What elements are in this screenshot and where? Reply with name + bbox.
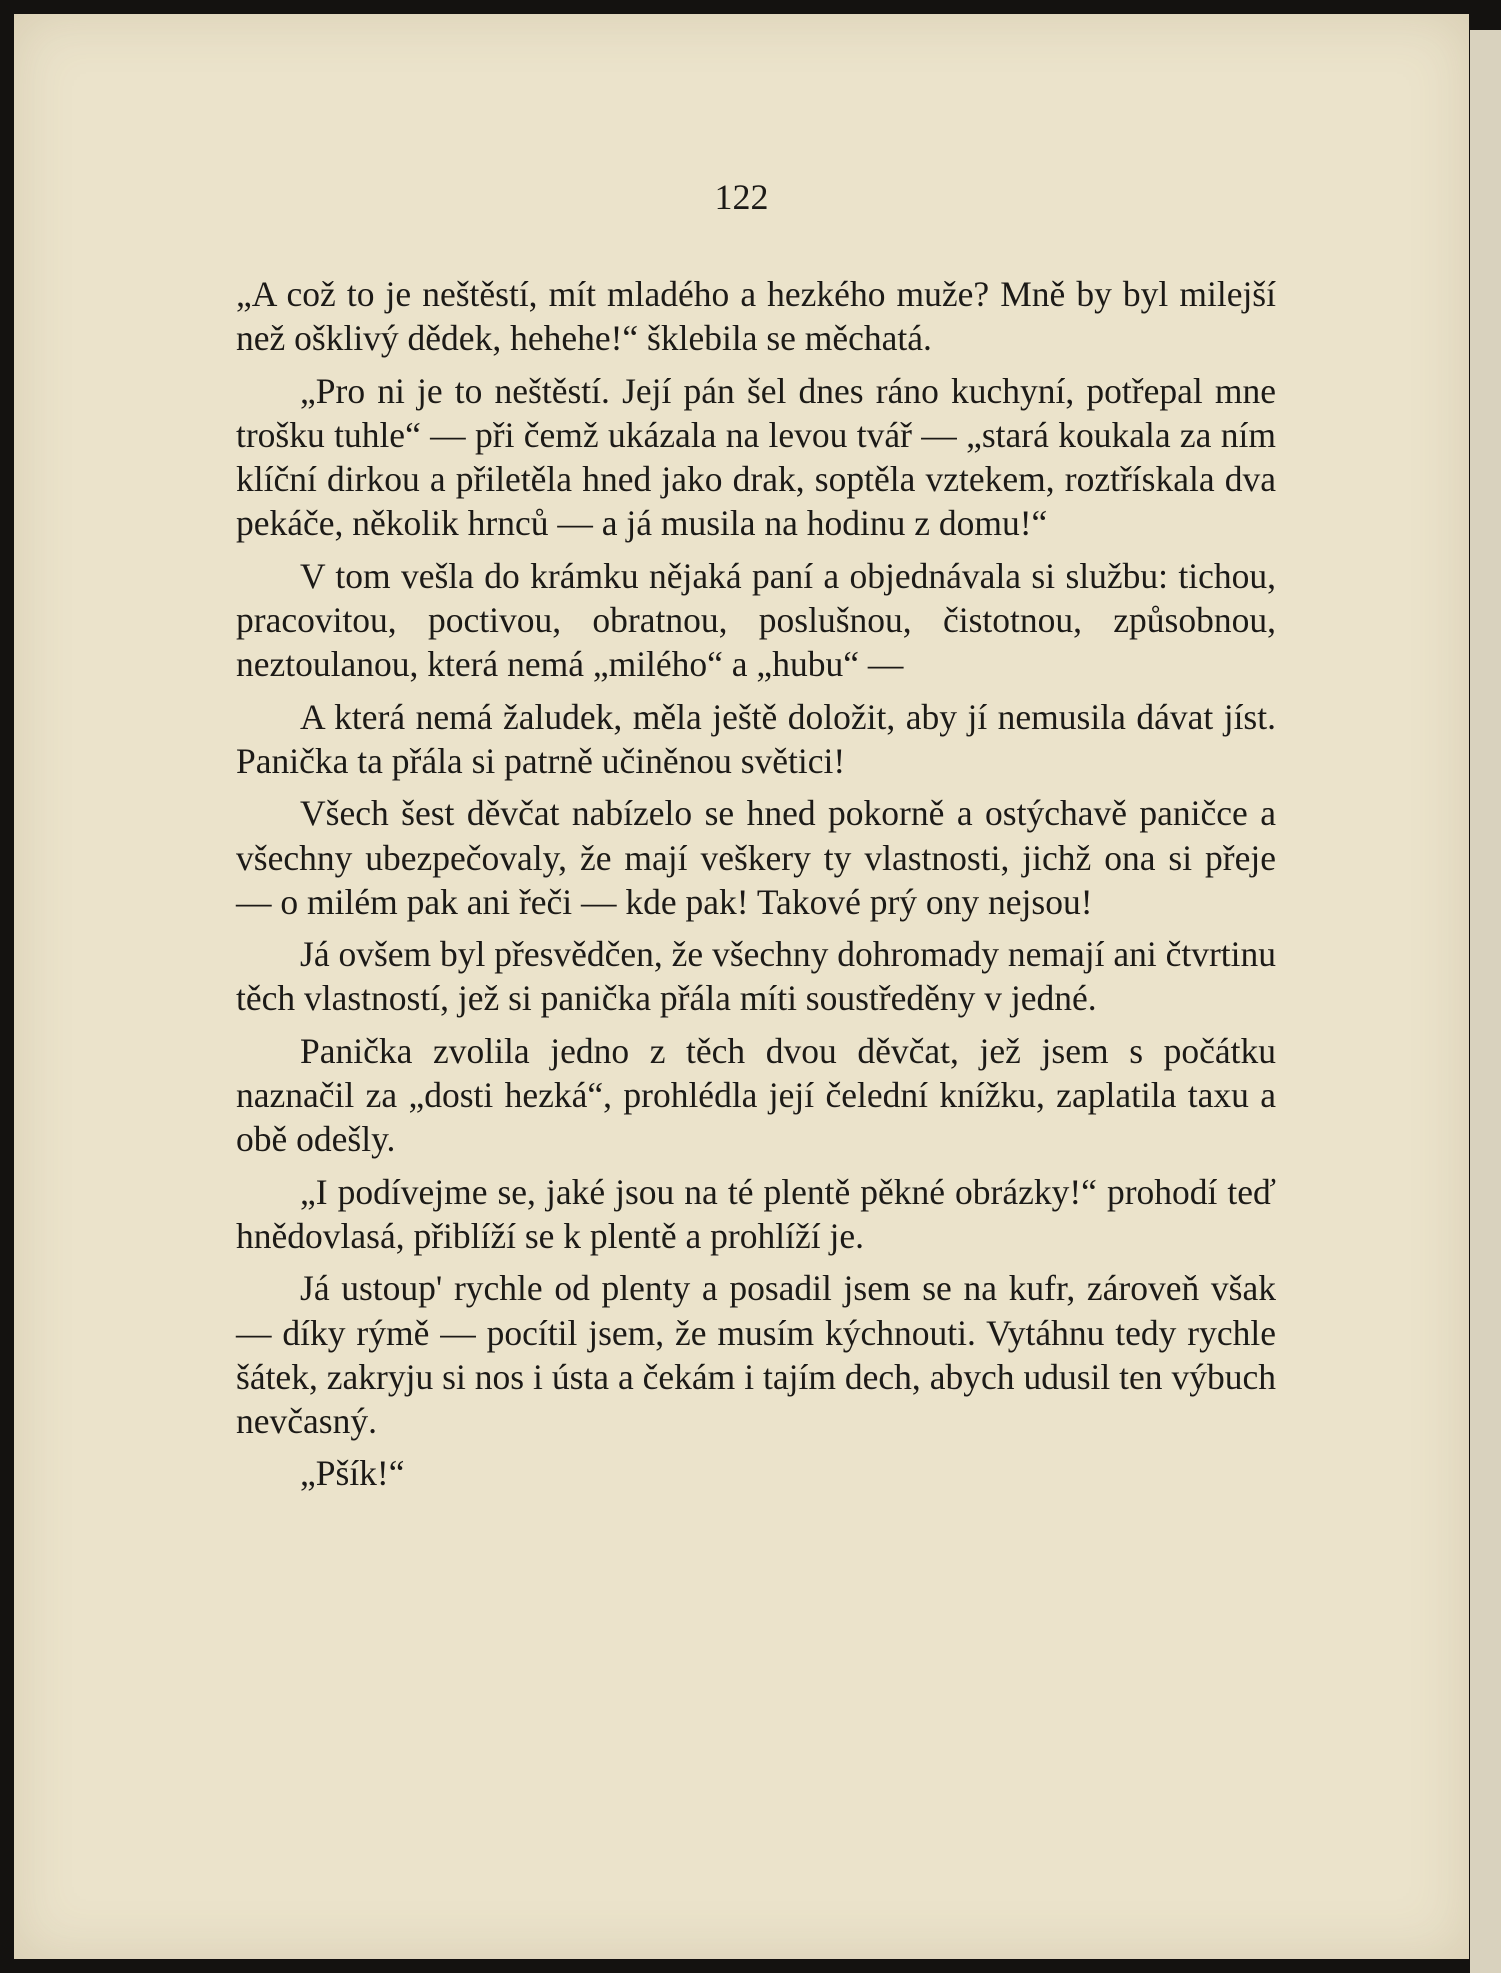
paragraph: A která nemá žaludek, měla ještě doložit, aby jí nemusila dávat jíst. Panička ta přála si patrně učiněnou světici! — [236, 696, 1276, 781]
paragraph: Panička zvolila jedno z těch dvou děvčat, jež jsem s počátku naznačil za „dosti hezká“, prohlédla její čelední knížku, zaplatila taxu a obě odešly. — [236, 1030, 1276, 1160]
paragraph: „I podívejme se, jaké jsou na té plentě pěkné obrázky!“ prohodí teď hnědovlasá, přiblíží se k plentě a prohlíží je. — [236, 1171, 1276, 1256]
paragraph: Všech šest děvčat nabízelo se hned pokorně a ostýchavě paničce a všechny ubezpečovaly, že mají veškery ty vlastnosti, jichž ona si přeje — o milém pak ani řeči — kde pak! Takové prý ony nejsou! — [236, 793, 1276, 922]
paragraph: „A což to je neštěstí, mít mladého a hezkého muže? Mně by byl milejší než ošklivý dědek, hehehe!“ šklebila se měchatá. — [236, 274, 1276, 359]
paragraph: V tom vešla do krámku nějaká paní a objednávala si službu: tichou, pracovitou, poctivou, obratnou, poslušnou, čistotnou, způsobnou, neztoulanou, která nemá „milého“ a „hubu“ — — [236, 555, 1276, 685]
paragraph: „Pšík!“ — [300, 1453, 405, 1494]
page-number: 122 — [714, 177, 769, 217]
book-page — [14, 14, 1469, 1959]
paragraph: „Pro ni je to neštěstí. Její pán šel dnes ráno kuchyní, potřepal mne trošku tuhle“ — při čemž ukázala na levou tvář — „stará koukala za ním klíční dirkou a přiletěla hned jako drak, soptěla vztekem, roztřískala dva pekáče, několik hrnců — a já musila na hodinu z domu!“ — [236, 370, 1276, 544]
page-body-text — [236, 272, 1276, 1504]
paragraph: Já ustoup' rychle od plenty a posadil jsem se na kufr, zároveň však — díky rýmě — pocítil jsem, že musím kýchnouti. Vytáhnu tedy rychle šátek, zakryju si nos i ústa a čekám i tajím dech, abych udusil ten výbuch nevčasný. — [236, 1268, 1276, 1442]
paragraph: Já ovšem byl přesvědčen, že všechny dohromady nemají ani čtvrtinu těch vlastností, jež si panička přála míti soustředěny v jedné. — [236, 934, 1276, 1019]
adjacent-page-edge — [1470, 30, 1501, 1973]
